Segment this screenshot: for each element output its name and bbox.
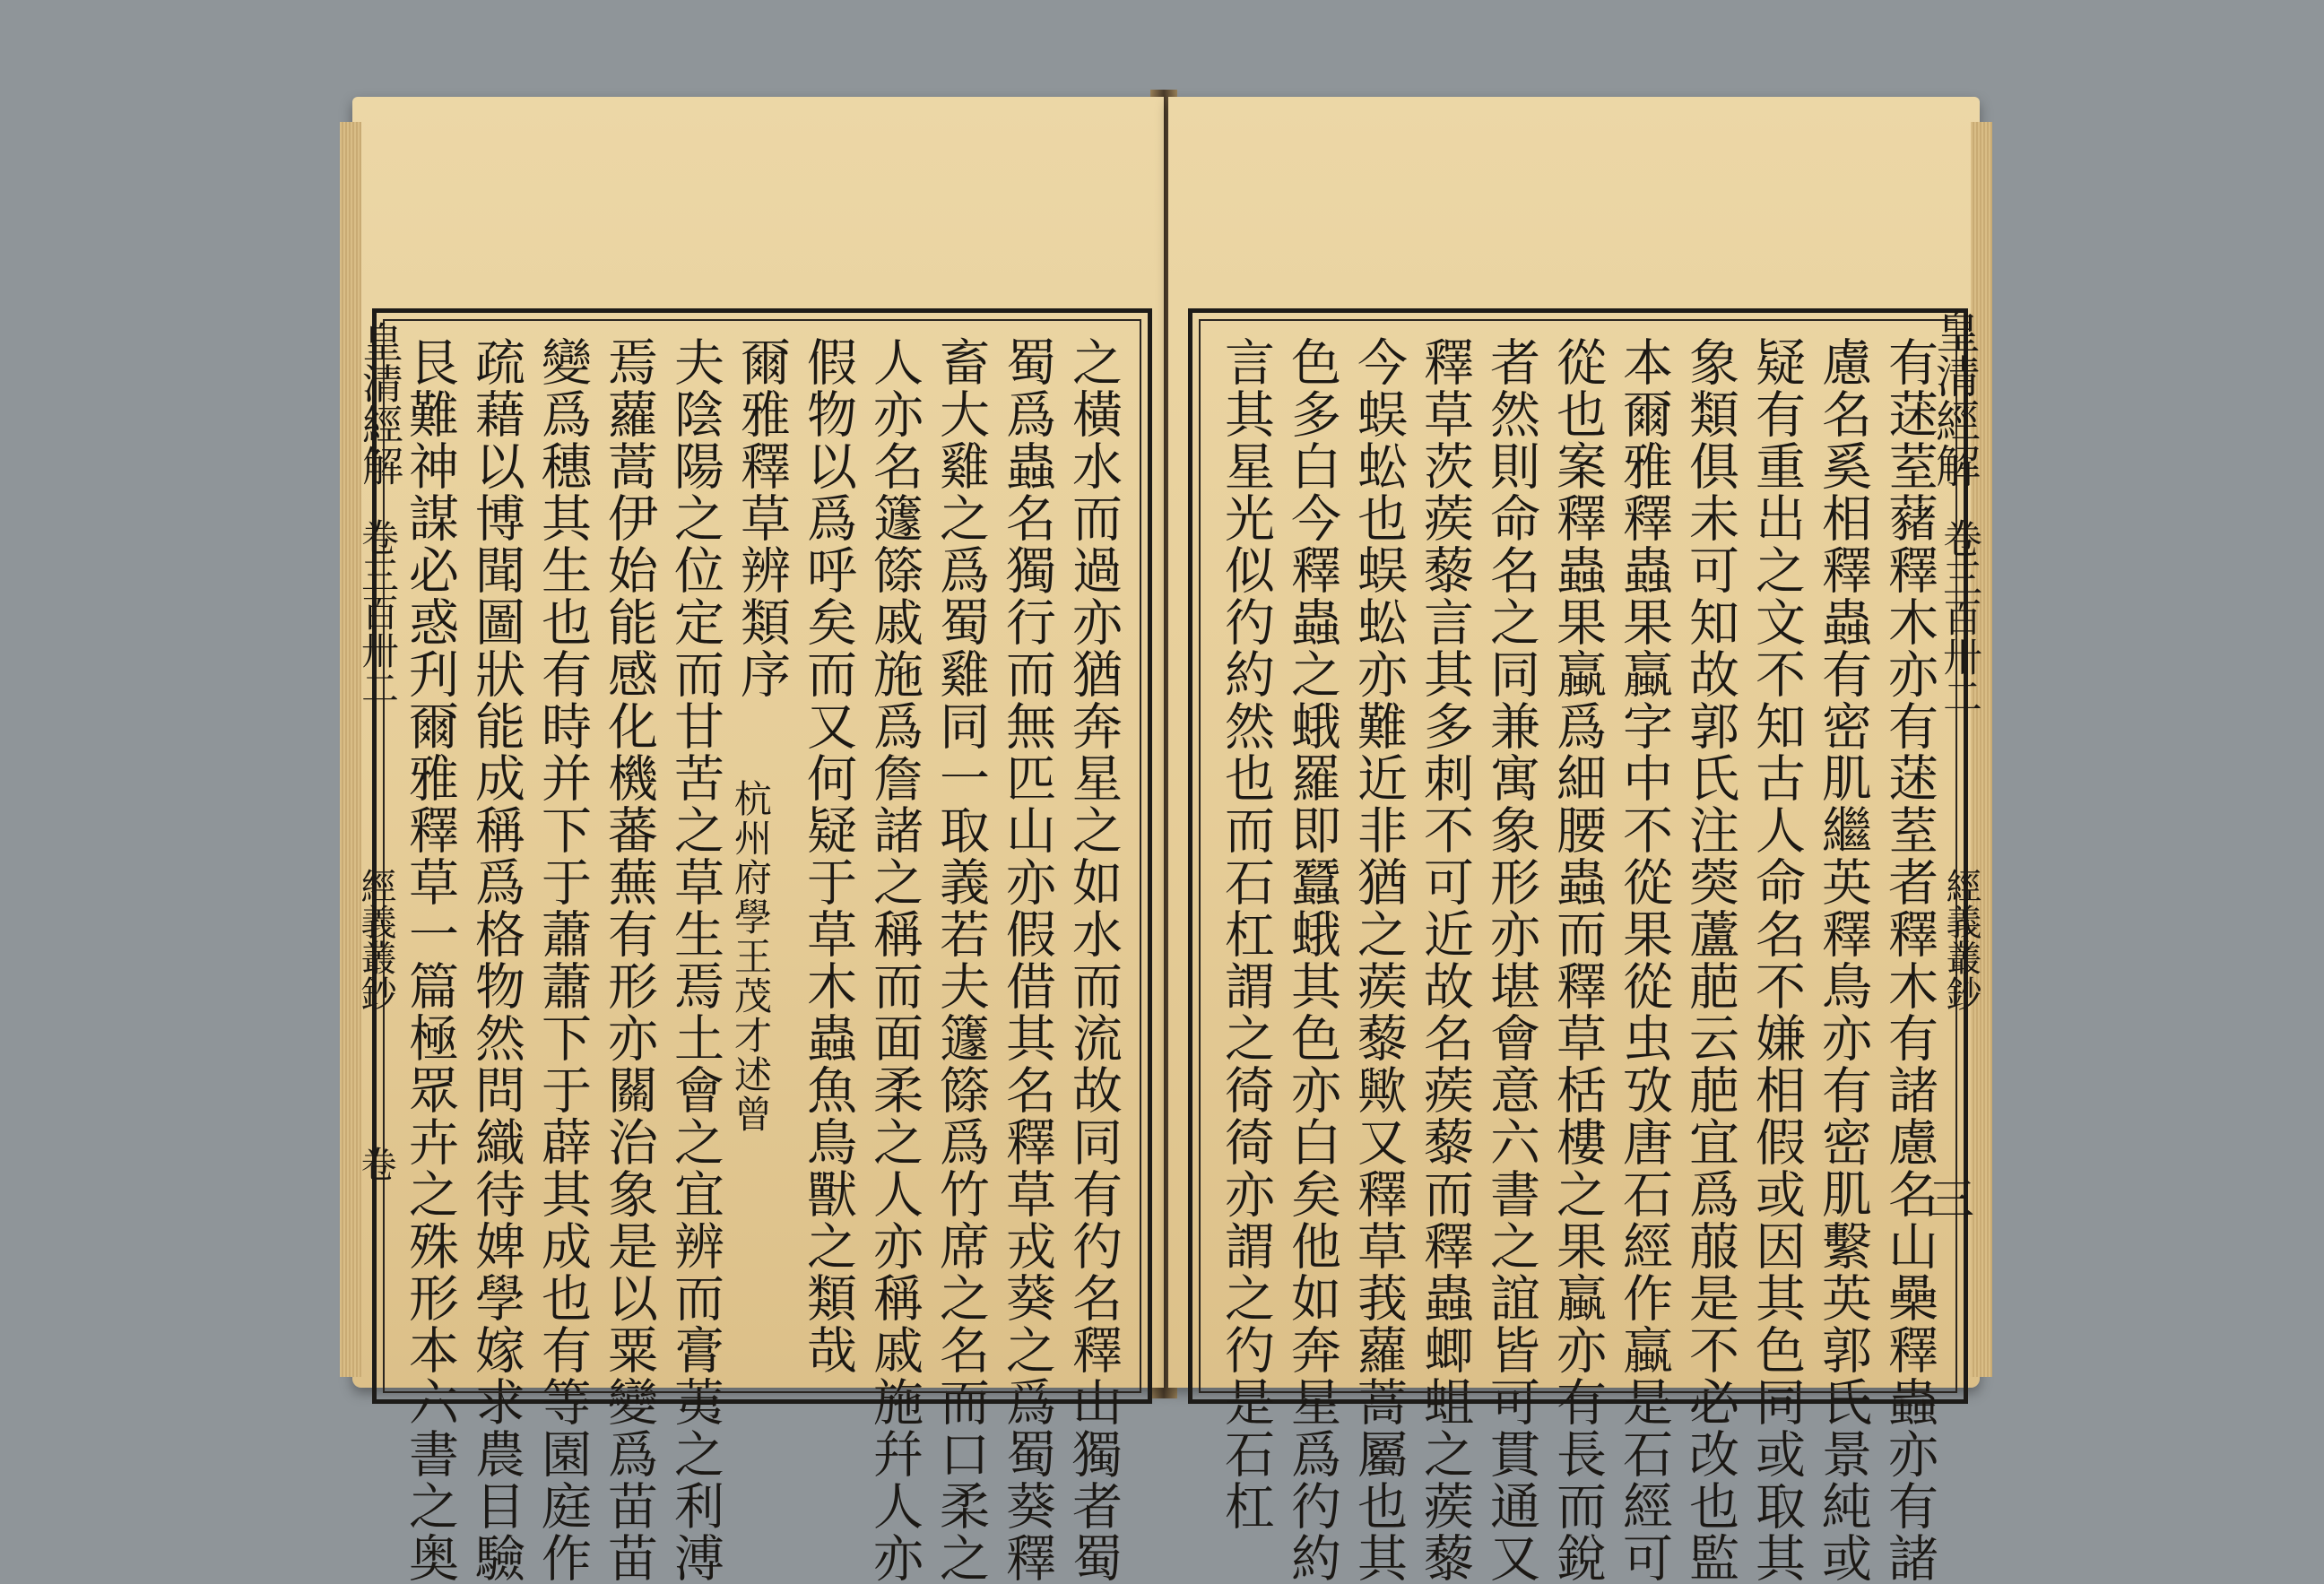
left-banxin-edge: 經義叢鈔 (355, 868, 396, 1011)
left-column-2: 蜀爲蟲名獨行而無匹山亦假借其名釋草戎葵之爲蜀葵釋 (998, 336, 1056, 1584)
right-banxin-edge: 經義叢鈔 (1940, 868, 1981, 1011)
right-text-frame (1188, 308, 1968, 1584)
right-column-4: 象類俱未可知故郭氏注葖蘆萉云萉宜爲菔是不必改也監 (1681, 336, 1739, 1584)
left-column-4: 人亦名籧篨戚施爲詹諸之稱而面柔之人亦稱戚施幷人亦 (865, 336, 924, 1584)
left-banxin-lower: 卷 (355, 1146, 396, 1182)
right-column-5: 本爾雅釋蟲果蠃字中不從果從虫攷唐石經作蠃是石經可 (1615, 336, 1673, 1584)
right-column-2: 慮名奚相釋蟲有密肌繼英釋鳥亦有密肌繫英郭氏景純或 (1814, 336, 1872, 1584)
left-column-9: 變爲穗其生也有時并下于蕭蕭下于薜其成也有等園庭作 (533, 336, 592, 1584)
right-banxin-volume: 卷三百卅二 (1936, 518, 1981, 715)
right-column-1: 有蒁荎藸釋木亦有蒁荎者釋木有諸慮名山櫐釋蟲亦有諸 (1880, 336, 1938, 1584)
left-page-edge (340, 122, 361, 1377)
left-column-5: 假物以爲呼矣而又何疑于草木蟲魚鳥獸之類哉 (799, 336, 857, 1376)
left-banxin-volume: 卷三百卅二 (356, 518, 400, 706)
left-column-10: 疏藉以博聞圖狀能成稱爲格物然問織待婢學嫁求農目驗 (467, 336, 525, 1584)
left-column-1: 之橫水而過亦猶奔星之如水而流故同有彴名釋山獨者蜀 (1064, 336, 1123, 1584)
right-column-9: 今蜈蚣也蜈蚣亦難近非猶之蒺藜歟又釋草莪蘿蒿屬也其 (1349, 336, 1408, 1584)
right-page-number: 三 (1929, 1173, 1974, 1225)
left-column-7: 夫陰陽之位定而甘苦之草生焉土會之宜辨而膏荑之利溥 (666, 336, 724, 1584)
right-column-10: 色多白今釋蟲之蛾羅即蠶蛾其色亦白矣他如奔星爲彴約 (1283, 336, 1341, 1584)
left-column-3: 畜大雞之爲蜀雞同一取義若夫籧篨爲竹席之名而口柔之 (932, 336, 990, 1584)
left-banxin-title: 皇清經解 (356, 321, 404, 486)
left-text-frame (372, 308, 1152, 1584)
open-book (343, 90, 1984, 1584)
right-banxin-title: 皇清經解 (1929, 308, 1981, 488)
left-column-6-title: 爾雅釋草辨類序 (733, 336, 791, 700)
right-column-6: 從也案釋蟲果蠃爲細腰蟲而釋草栝樓之果蠃亦有長而銳 (1548, 336, 1607, 1584)
left-column-11: 艮難神謀必惑刋爾雅釋草一篇極眾卉之殊形本六書之奥 (401, 336, 459, 1584)
right-column-8: 釋草茨蒺藜言其多刺不可近故名蒺藜而釋蟲蝍蛆之蒺藜 (1416, 336, 1474, 1584)
right-column-3: 疑有重出之文不知古人命名不嫌相假或因其色同或取其 (1747, 336, 1806, 1584)
left-column-8: 焉蘿蒿伊始能感化機蕃蕪有形亦關治象是以粟變爲苗苗 (600, 336, 658, 1584)
right-page (1168, 97, 1981, 1584)
left-author-line: 杭州府學王茂才述曾 (729, 779, 773, 1134)
left-page (352, 97, 1164, 1584)
right-column-7: 者然則命名之同兼寓象形亦堪會意六書之誼皆可貫通又 (1482, 336, 1540, 1584)
right-column-11: 言其星光似彴約然也而石杠謂之徛徛亦謂之彴是石杠 (1217, 336, 1275, 1532)
